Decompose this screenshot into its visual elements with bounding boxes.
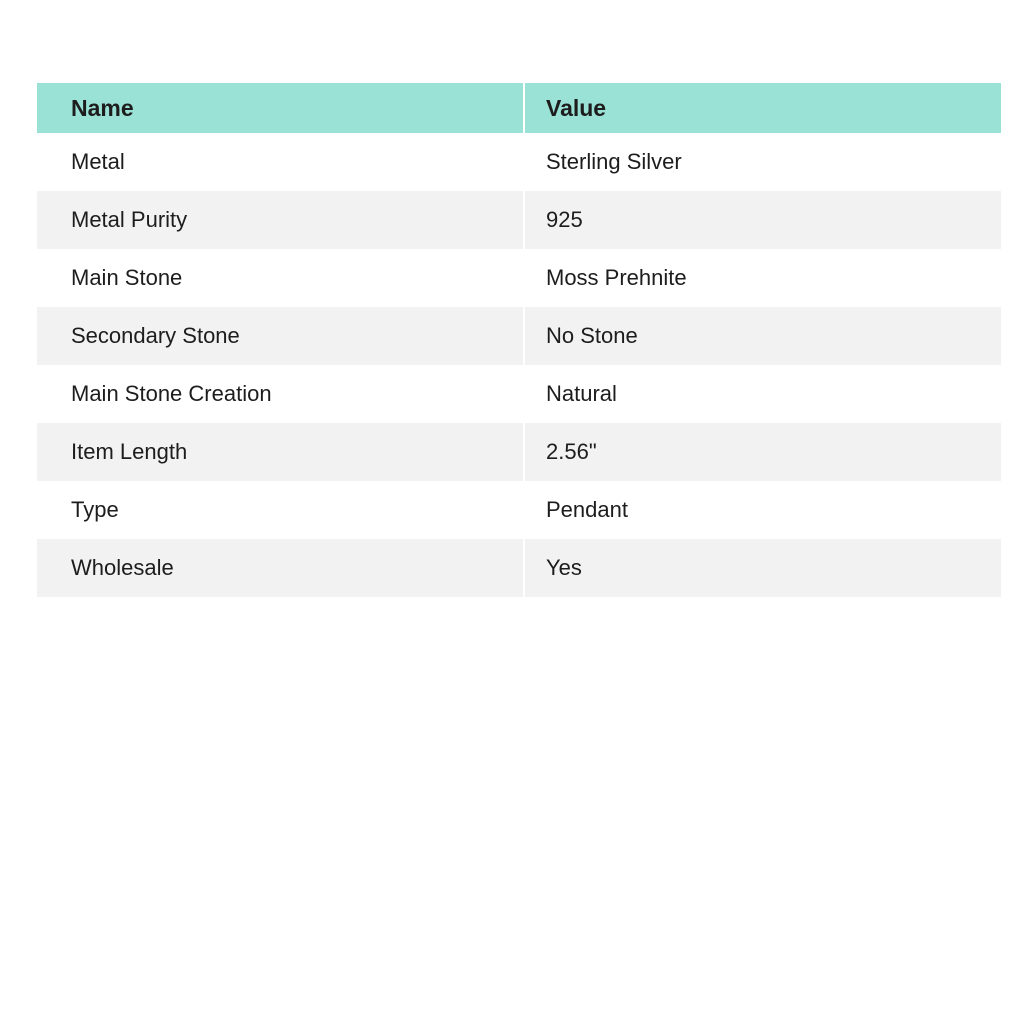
table-row	[37, 539, 1001, 597]
table-row	[37, 249, 1001, 307]
spec-name: Item Length	[37, 423, 523, 481]
spec-value: Moss Prehnite	[523, 249, 1001, 307]
table-row	[37, 307, 1001, 365]
spec-value: 925	[523, 191, 1001, 249]
spec-value: No Stone	[523, 307, 1001, 365]
product-spec-table	[37, 83, 1001, 597]
spec-name: Main Stone Creation	[37, 365, 523, 423]
spec-name: Type	[37, 481, 523, 539]
table-row	[37, 191, 1001, 249]
spec-value: 2.56"	[523, 423, 1001, 481]
spec-name: Metal Purity	[37, 191, 523, 249]
table-header-row	[37, 83, 1001, 133]
column-header-value: Value	[523, 83, 1001, 133]
table-row	[37, 481, 1001, 539]
spec-value: Sterling Silver	[523, 133, 1001, 191]
column-header-name: Name	[37, 83, 523, 133]
spec-value: Yes	[523, 539, 1001, 597]
spec-name: Wholesale	[37, 539, 523, 597]
spec-value: Natural	[523, 365, 1001, 423]
table-row	[37, 423, 1001, 481]
spec-name: Secondary Stone	[37, 307, 523, 365]
spec-value: Pendant	[523, 481, 1001, 539]
table-row	[37, 365, 1001, 423]
spec-name: Main Stone	[37, 249, 523, 307]
spec-name: Metal	[37, 133, 523, 191]
table-row	[37, 133, 1001, 191]
